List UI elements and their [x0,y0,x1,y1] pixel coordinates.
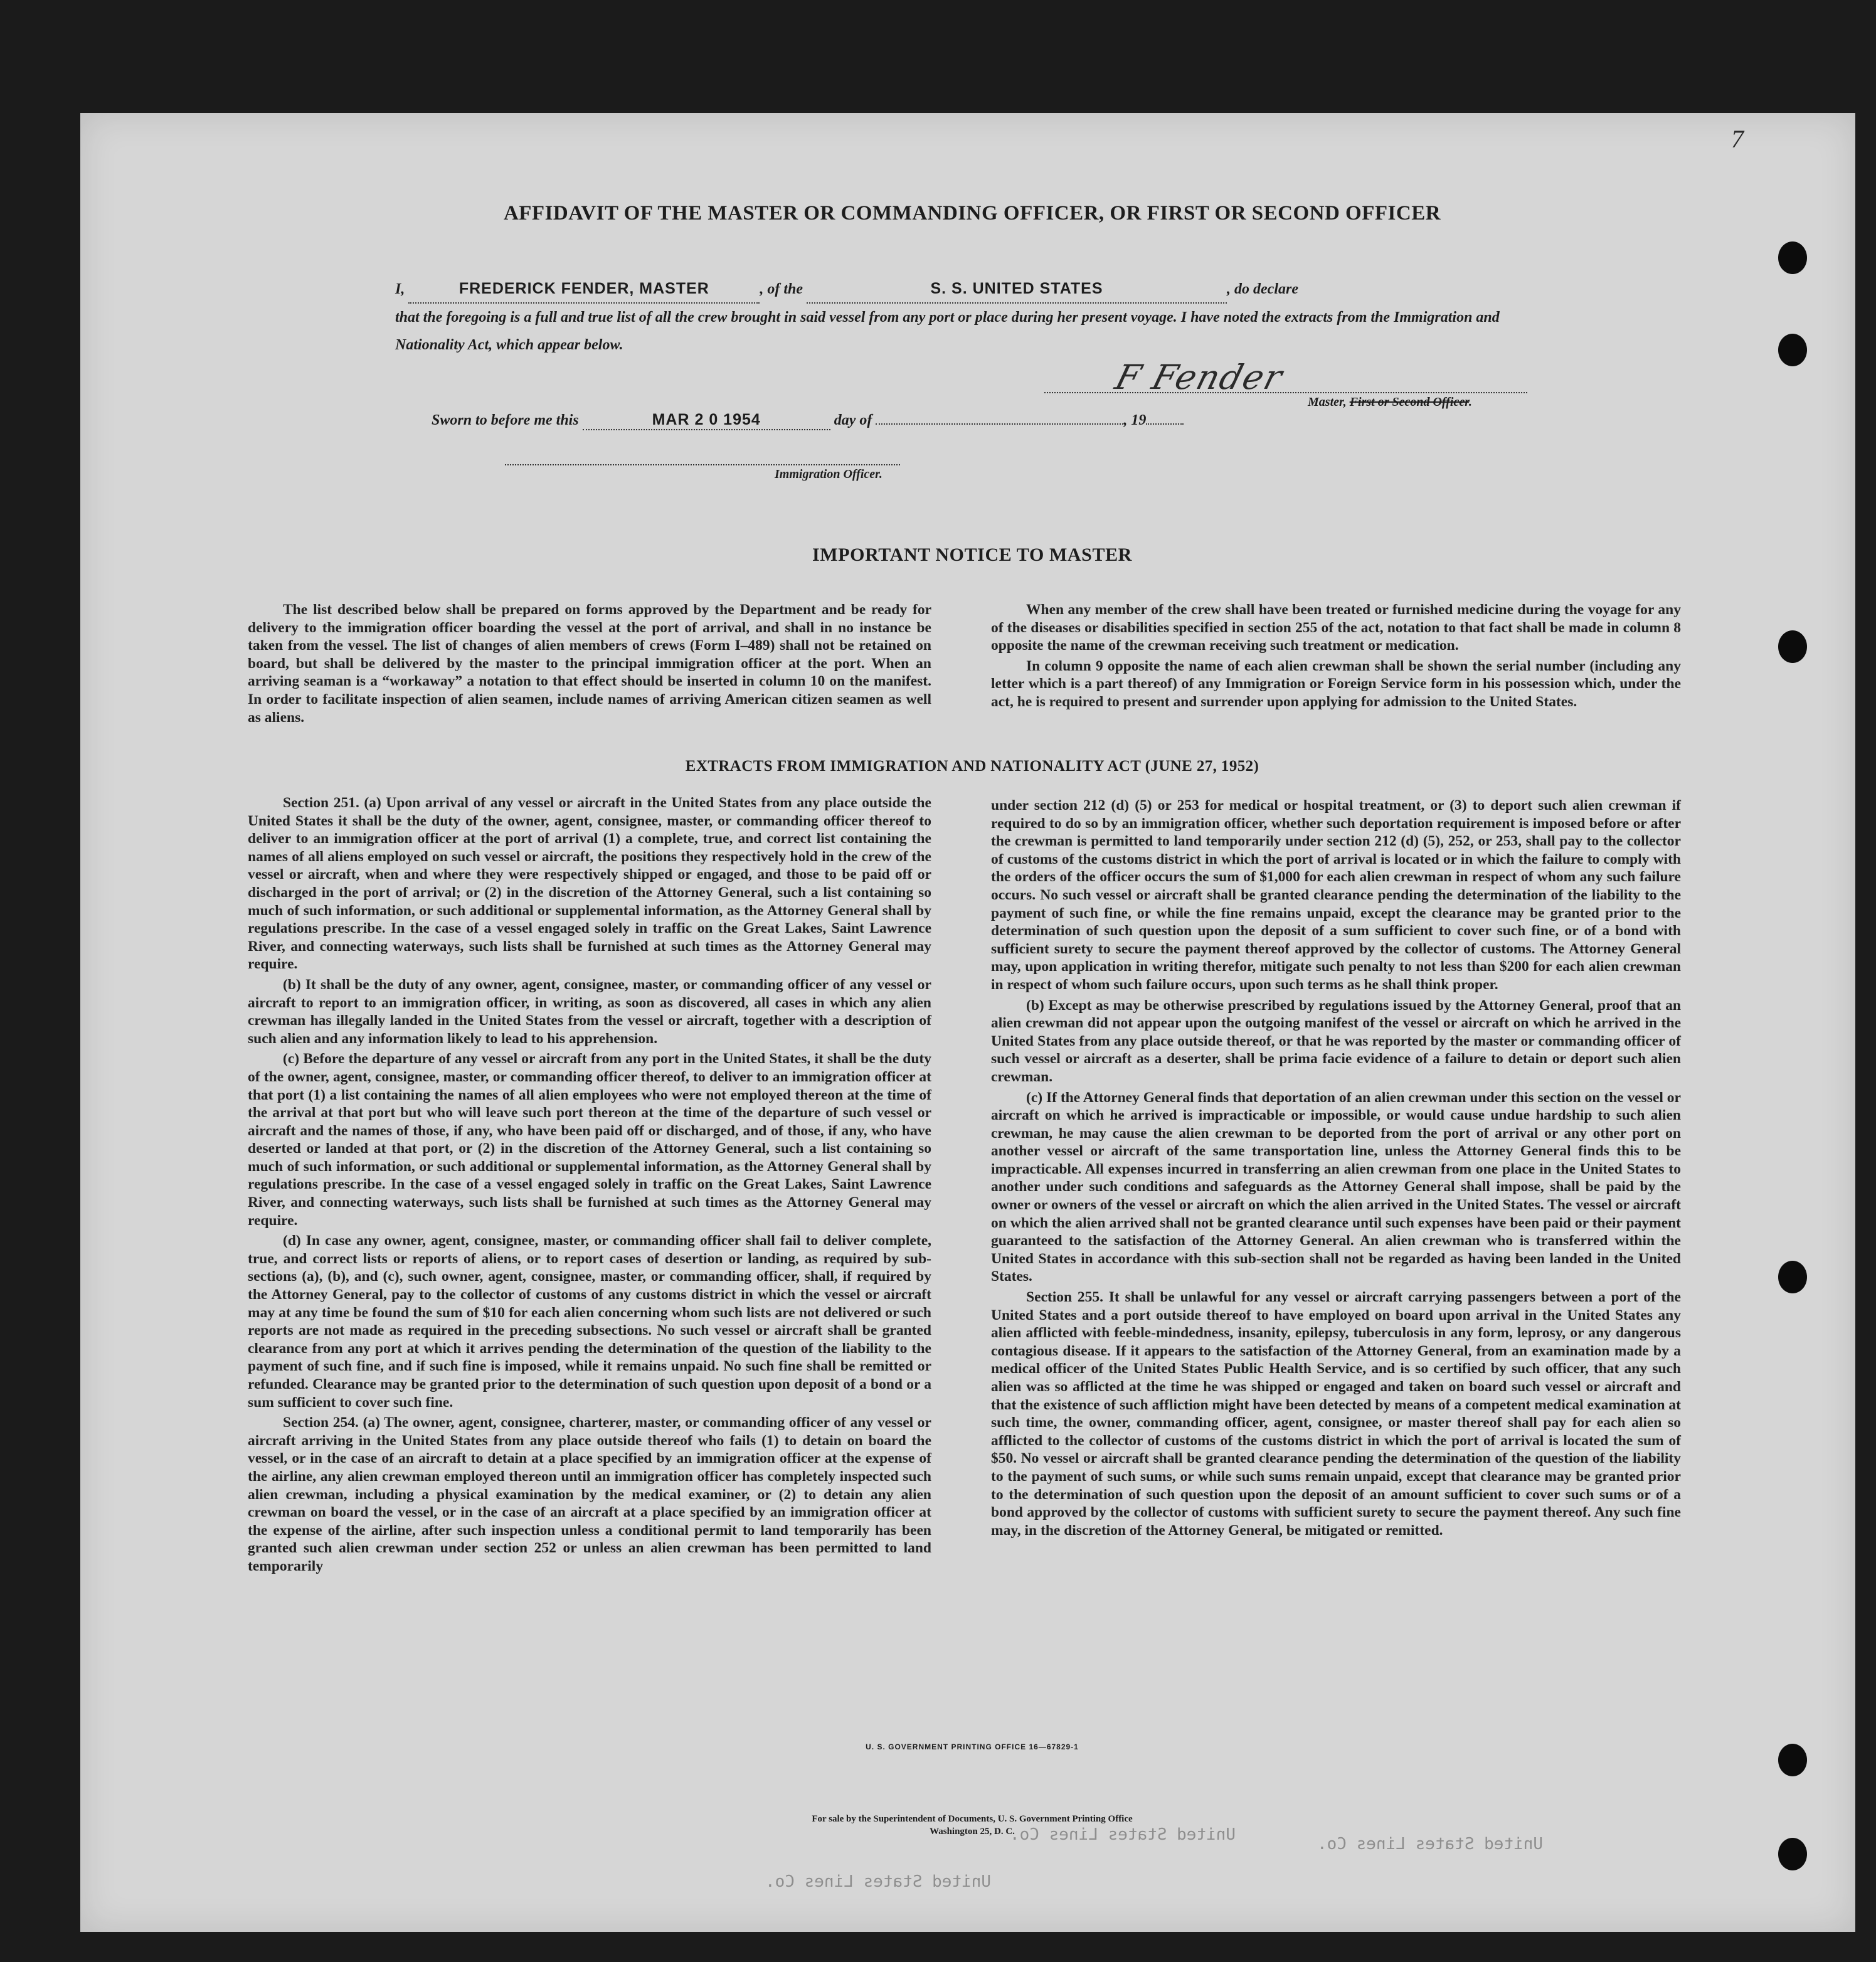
affidavit-title: AFFIDAVIT OF THE MASTER OR COMMANDING OFFICER, OR FIRST OR SECOND OFFICER [503,202,1441,225]
notice-right-paragraph: When any member of the crew shall have been treated or furnished medicine during the voyage for any of the diseases or disabilities specified in section 255 of the act, notation to that fact shall be made in column 8 opposite the name of the crewman receiving such treatment or medication. [991,602,1681,654]
signature-caption [1308,395,1472,410]
notice-right-paragraph: In column 9 opposite the name of each alien crewman shall be shown the serial number (including any letter which is a part thereof) of any Immigration or Foreign Service form in his possession which, under the act, he is required to present and surrender upon applying for admission to the United States. [991,657,1681,710]
punch-hole [1778,1744,1807,1776]
extract-paragraph: (c) Before the departure of any vessel or aircraft from any port in the United States, it shall be the duty of the owner, agent, consignee, master, or commanding officer thereof, to deliver to an immigration officer at that port (1) a list containing the names of all alien employees who were not employed thereon at the time of the arrival at that port but who will leave such port thereon at the time of the departure of such vessel or aircraft and the names of those, if any, who have been paid off or discharged, and of those, if any, who have deserted or landed at that port, or (2) in the discretion of the Attorney General, such a list containing so much of such information, or such additional or supplemental information, as the Attorney General shall by regulations prescribe. In the case of a vessel engaged solely in traffic on the Great Lakes, Saint Lawrence River, and connecting waterways, such lists shall be furnished at such times as the Attorney General may require. [248,1051,931,1229]
declaration-text: that the foregoing is a full and true list of all the crew brought in said vessel from any port or place during her present voyage. I have noted the extracts from the Immigration and Nationality Act, which appear below. [395,309,1500,353]
notice-right-column [991,601,1681,714]
declaration-line-1 [395,275,1537,304]
vessel-name-field: S. S. UNITED STATES [807,275,1227,304]
of-the-label: , of the [760,281,803,297]
sale-notice [564,1813,1380,1838]
sale-line-1: For sale by the Superintendent of Documents, U. S. Government Printing Office [812,1814,1133,1824]
sworn-date-field: MAR 2 0 1954 [583,411,830,430]
notice-left-paragraph: The list described below shall be prepared on forms approved by the Department and be ready for delivery to the immigration officer boarding the vessel at the port of arrival, and shall in no instance be taken from the vessel. The list of changes of alien members of crews (Form I–489) shall not be retained on board, but shall be delivered by the master to the principal immigration officer at the port. When an arriving seaman is a “workaway” a notation to that effect should be inserted in column 10 on the manifest. In order to facilitate inspection of alien seamen, include names of arriving American citizen seamen as well as aliens. [248,602,931,726]
gpo-imprint: U. S. GOVERNMENT PRINTING OFFICE 16—67829-1 [866,1742,1079,1751]
punch-hole [1778,241,1807,274]
signature-caption-struck: First or Second Officer [1349,395,1469,409]
extract-paragraph: under section 212 (d) (5) or 253 for medical or hospital treatment, or (3) to deport such alien crewman if required to do so by an immigration officer, whether such deportation requirement is imposed before or after the crewman is permitted to land temporarily under section 212 (d) (5), 252, or 253, shall pay to the collector of customs of the customs district in which the port of arrival is located or in which the failure to comply with the orders of the officer occurs the sum of $1,000 for each alien crewman in respect of whom any such failure occurs. No such vessel or aircraft shall be granted clearance pending the determination of the liability to the payment of such fine, or while the fine remains unpaid, except the clearance may be granted prior to the determination of such question upon the deposit of a sum sufficient to cover such fine, or of a bond with sufficient surety to secure the payment thereof approved by the collector of customs. The Attorney General may, upon application in writing therefor, mitigate such penalty to not less than $200 for each alien crewman in respect of whom such failure occurs, upon such terms as he shall think proper. [991,797,1681,993]
bleed-through-text: United States Lines Co. [1317,1835,1544,1853]
notice-left-column [248,601,931,729]
extract-paragraph: (b) Except as may be otherwise prescribed by regulations issued by the Attorney General, proof that an alien crewman did not appear upon the outgoing manifest of the vessel or aircraft on which he arrived in the United States from any place outside thereof, or that he was reported by the master or commanding officer of such vessel or aircraft as a deserter, shall be prima facie evidence of a failure to detain or deport such alien crewman. [991,997,1681,1085]
declaration-block [395,275,1537,359]
extract-paragraph: Section 255. It shall be unlawful for any vessel or aircraft carrying passengers between a port of the United States and a port outside thereof to have employed on board upon arrival in the United States any alien afflicted with feeble-mindedness, insanity, epilepsy, tuberculosis in any form, leprosy, or any dangerous contagious disease. If it appears to the satisfaction of the Attorney General, from an examination made by a medical officer of the United States Public Health Service, and is so certified by such officer, that any such alien was so afflicted at the time he was shipped or engaged and taken on board such vessel or aircraft and that the existence of such affliction might have been detected by means of a competent medical examination at such time, the owner, commanding officer, agent, consignee, or master thereof shall pay for each alien so afflicted to the collector of customs of the customs district in which the port of arrival is located the sum of $50. No vessel or aircraft shall be granted clearance pending the determination of the question of the liability to the payment of such sums, or while such sums remain unpaid, except that clearance may be granted prior to the determination of such question upon the deposit of an amount sufficient to cover such sums or of a bond approved by the collector of customs with sufficient surety to secure the payment thereof. Any such fine may, in the discretion of the Attorney General, be mitigated or remitted. [991,1289,1681,1539]
punch-hole [1778,630,1807,663]
master-name-field: FREDERICK FENDER, MASTER [408,275,760,304]
extract-paragraph: (b) It shall be the duty of any owner, agent, consignee, master, or commanding officer of any vessel or aircraft to report to an immigration officer, in writing, as soon as discovered, all cases in which any alien crewman has illegally landed in the United States from the vessel or aircraft, together with a description of such alien and any information likely to lead to his apprehension. [248,976,931,1047]
sworn-line [432,411,1310,430]
extracts-left-column [248,794,931,1578]
punch-hole [1778,334,1807,366]
extracts-title: EXTRACTS FROM IMMIGRATION AND NATIONALITY ACT (JUNE 27, 1952) [685,758,1259,775]
bleed-through-text: United States Lines Co. [765,1872,992,1891]
punch-hole [1778,1838,1807,1870]
do-declare-label: , do declare [1227,281,1298,297]
year-label: , 19 [1123,412,1147,428]
immigration-officer-line [505,464,900,465]
signature-caption-period: . [1468,395,1472,409]
extract-paragraph: Section 254. (a) The owner, agent, consignee, charterer, master, or commanding officer of any vessel or aircraft arriving in the United States from any place outside thereof who fails (1) to detain on board the vessel, or in the case of an aircraft to detain at a place specified by an immigration officer at the expense of the airline, any alien crewman employed thereon until an immigration officer has completely inspected such alien crewman, including a physical examination by the medical examiner, or (2) to detain any alien crewman on board the vessel, or in the case of an aircraft at a place specified by an immigration officer at the expense of the airline, after such inspection unless a conditional permit to land temporarily has been granted such alien crewman under section 252 or unless an alien crewman has been permitted to land temporarily [248,1414,931,1574]
punch-hole [1778,1261,1807,1293]
extract-paragraph: Section 251. (a) Upon arrival of any vessel or aircraft in the United States from any place outside the United States it shall be the duty of the owner, agent, consignee, master, or commanding officer thereof to deliver to an immigration officer at the port of arrival (1) a complete, true, and correct list containing the names of all aliens employed on such vessel or aircraft, the positions they respectively hold in the crew of the vessel or aircraft, when and where they were respectively shipped or engaged, and those to be paid off or discharged in the port of arrival; or (2) in the discretion of the Attorney General, such a list containing so much of such information, or such additional or supplemental information, as the Attorney General shall by regulations prescribe. In the case of a vessel engaged solely in traffic on the Great Lakes, Saint Lawrence River, and connecting waterways, such lists shall be furnished at such times as the Attorney General may require. [248,795,931,973]
page-number: 7 [1731,125,1744,153]
extracts-right-column [991,797,1681,1542]
master-signature: F Fender [1111,358,1288,397]
immigration-officer-label: Immigration Officer. [775,467,882,481]
extract-paragraph: (d) In case any owner, agent, consignee, master, or commanding officer shall fail to deliver complete, true, and correct lists or reports of aliens, or to report cases of desertion or landing, as required by sub-sections (a), (b), and (c), such owner, agent, consignee, master, or commanding officer, shall, if required by the Attorney General, pay to the collector of customs of any customs district in which the vessel or aircraft may at any time be found the sum of $10 for each alien concerning whom such lists are not delivered or such reports are not made as required in the preceding subsections. No such vessel or aircraft shall be granted clearance from any port at which it arrives pending the determination of the question of the liability to the payment of such fine, and if such fine is imposed, while it remains unpaid. No such fine shall be remitted or refunded. Clearance may be granted prior to the determination of such question upon deposit of a bond or a sum sufficient to cover such fine. [248,1233,931,1411]
day-of-label: day of [834,412,872,428]
signature-caption-master: Master, [1308,395,1350,409]
year-field [1146,423,1184,425]
extract-paragraph: (c) If the Attorney General finds that deportation of an alien crewman under this section on the vessel or aircraft on which he arrived is impracticable or impossible, or would cause undue hardship to such alien crewman, he may cause the alien crewman to be deported from the port of arrival or any other port on another vessel or aircraft of the same transportation line, unless the Attorney General finds this to be impracticable. All expenses incurred in transferring an alien crewman from one place in the United States to another under such conditions and safeguards as the Attorney General shall impose, shall be paid by the owner or owners of the vessel or aircraft on which the alien arrived in the United States. The vessel or aircraft on which the alien arrived shall not be granted clearance until such expenses have been paid or their payment guaranteed to the satisfaction of the Attorney General. An alien crewman who is transferred within the United States in accordance with this sub-section shall not be regarded as having been landed in the United States. [991,1089,1681,1285]
i-label: I, [395,281,405,297]
sworn-label: Sworn to before me this [432,412,579,428]
signature-line [1044,392,1527,393]
bleed-through-text: United States Lines Co. [1010,1825,1236,1844]
month-field [876,423,1123,425]
notice-title: IMPORTANT NOTICE TO MASTER [812,544,1132,565]
sale-line-2: Washington 25, D. C. [930,1827,1015,1837]
